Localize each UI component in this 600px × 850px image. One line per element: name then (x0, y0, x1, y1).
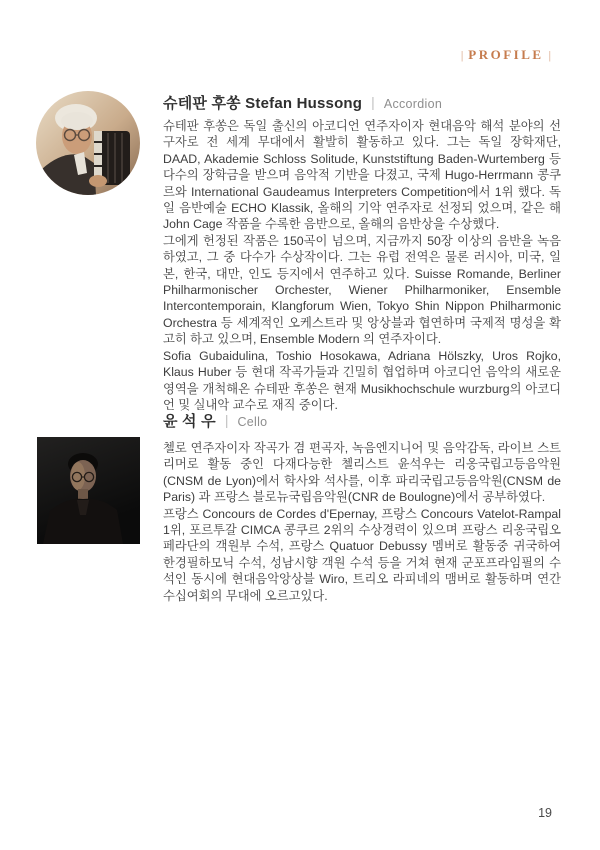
page-number: 19 (538, 806, 552, 820)
artist-name-row (163, 92, 442, 113)
name-instrument-divider: | (371, 94, 375, 110)
header-right-bar: | (548, 48, 551, 62)
artist-instrument: Accordion (383, 97, 443, 111)
bio-paragraph: 첼로 연주자이자 작곡가 겸 편곡자, 녹음엔지니어 및 음악감독, 라이브 스트리머로 활동 중인 다재다능한 첼리스트 윤석우는 리옹국립고등음악원(CNSM de Lyon)에서 학사와 석사를, 이후 파리국립고등음악원(CNSM de Paris) 과 프랑스 블로뉴국립음악원(CNR de Boulogne)에서 공부하였다. (163, 441, 561, 505)
artist-instrument: Cello (237, 415, 268, 429)
accordionist-portrait-illustration (36, 91, 140, 195)
bio-paragraph: 프랑스 Concours de Cordes d'Epernay, 프랑스 Concours Vatelot-Rampal 1위, 포르투갈 CIMCA 콩쿠르 2위의 수상경력이 있으며 프랑스 리옹국립오페라단의 객원부 수석, 프랑스 Quatuor Debussy 멤버로 활동중 귀국하여 한경필하모닉 수석, 성남시향 객원 수석 등을 거쳐 현재 군포프라임필의 수석인 동시에 현대음악앙상블 Wiro, 트리오 라피네의 맴버로 활동하며 연간 수십여회의 무대에 오르고있다. (163, 506, 561, 603)
artist-photo-yoon-seok-woo (37, 437, 140, 544)
artist-name-row (163, 410, 267, 431)
bio-paragraph: Sofia Gubaidulina, Toshio Hosokawa, Adriana Hölszky, Uros Rojko, Klaus Huber 등 현대 작곡가들과 긴밀히 협업하며 아코디언 음악의 새로운 영역을 개척해온 슈테판 후쏭은 현재 Musikhochschule wurzburg의 아코디언 및 실내악 교수로 재직 중이다. (163, 348, 561, 412)
artist-bio (163, 440, 561, 604)
artist-photo-stefan-hussong (36, 91, 140, 195)
running-head-profile (456, 47, 556, 63)
name-instrument-divider: | (224, 412, 229, 428)
page-header-label: PROFILE (468, 47, 544, 62)
header-left-bar: | (460, 48, 464, 62)
artist-name: 윤 석 우 (163, 413, 216, 430)
artist-bio (163, 118, 561, 413)
bio-paragraph: 그에게 헌정된 작품은 150곡이 넘으며, 지금까지 50장 이상의 음반을 녹음하였고, 그 중 다수가 수상작이다. 그는 유럽 전역은 물론 러시아, 미국, 일본, 한국, 대만, 인도 등지에서 연주하고 있다. Suisse Romande, Berliner Philharmonischer Orchester, Wiener Philharmoniker, Ensemble Intercontemporain, Klangforum Wien, Tokyo Shin Nippon Philharmonic Orchestra 등 세계적인 오케스트라 및 앙상블과 협연하며 국제적 명성을 확고히 하고 있으며, Ensemble Modern 의 연주자이다. (163, 233, 561, 347)
cellist-portrait-illustration (37, 437, 140, 544)
bio-paragraph: 슈테판 후쏭은 독일 출신의 아코디언 연주자이자 현대음악 해석 분야의 선구자로 전 세계 무대에서 활발히 활동하고 있다. 그는 독일 장학재단, DAAD, Akademie Schloss Solitude, Kunststiftung Baden-Wurtemberg 등 다수의 장학금을 받으며 음악적 기반을 다졌고, 국제 Hugo-Herrmann 콩쿠르와 International Gaudeamus Interpreters Competition에서 1위 했다. 독일 음반예술 ECHO Klassik, 올해의 기악 연주자로 선정되 었으며, 같은 해 John Cage 작품을 수록한 음반으로, 올해의 음반상을 수상했다. (163, 119, 561, 232)
artist-name: 슈테판 후쏭 Stefan Hussong (163, 95, 363, 112)
